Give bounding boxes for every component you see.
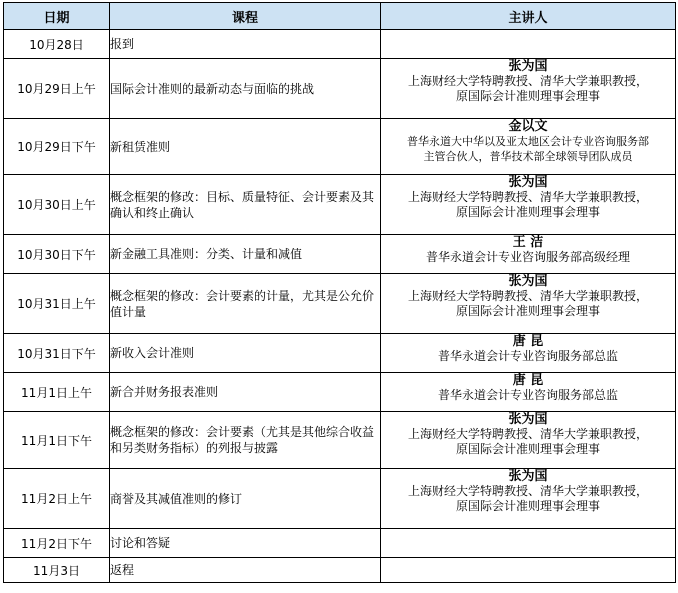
table-row: [4, 334, 676, 373]
date-cell: 10月31日上午: [4, 274, 110, 334]
table-row: [4, 30, 676, 59]
date-cell: 10月30日上午: [4, 175, 110, 235]
course-cell: 返程: [110, 558, 381, 583]
date-cell: 11月1日上午: [4, 373, 110, 412]
speaker-title: 主管合伙人，普华技术部全球领导团队成员: [423, 150, 633, 163]
course-cell: 新金融工具准则：分类、计量和减值: [110, 235, 381, 274]
header-speaker: 主讲人: [381, 3, 676, 30]
speaker-title: 普华永道大中华以及亚太地区会计专业咨询服务部: [407, 135, 649, 148]
course-cell: 商誉及其减值准则的修订: [110, 469, 381, 529]
speaker-title: 原国际会计准则理事会理事: [455, 442, 600, 456]
speaker-title: 普华永道会计专业咨询服务部总监: [437, 388, 618, 402]
speaker-title: 普华永道会计专业咨询服务部总监: [437, 349, 618, 363]
course-cell: 概念框架的修改：会计要素（尤其是其他综合收益和另类财务指标）的列报与披露: [110, 412, 381, 469]
speaker-cell: [381, 30, 676, 59]
speaker-cell: [381, 469, 676, 529]
speaker-name: 王 洁: [512, 235, 544, 250]
schedule-table: [3, 2, 676, 583]
speaker-name: 张为国: [508, 175, 548, 190]
date-cell: 11月1日下午: [4, 412, 110, 469]
speaker-name: 张为国: [508, 59, 548, 74]
speaker-cell: [381, 59, 676, 119]
speaker-name: 唐 昆: [512, 334, 544, 349]
table-row: [4, 235, 676, 274]
header-row: [4, 3, 676, 30]
speaker-cell: [381, 274, 676, 334]
date-cell: 10月28日: [4, 30, 110, 59]
speaker-title: 普华永道会计专业咨询服务部高级经理: [425, 250, 630, 264]
date-cell: 11月2日上午: [4, 469, 110, 529]
table-row: [4, 119, 676, 175]
date-cell: 11月3日: [4, 558, 110, 583]
speaker-title: 上海财经大学特聘教授、清华大学兼职教授，: [407, 74, 648, 88]
speaker-cell: [381, 119, 676, 175]
course-cell: 新合并财务报表准则: [110, 373, 381, 412]
speaker-title: 原国际会计准则理事会理事: [455, 89, 600, 103]
header-date: 日期: [4, 3, 110, 30]
speaker-title: 上海财经大学特聘教授、清华大学兼职教授，: [407, 427, 648, 441]
table-row: [4, 175, 676, 235]
speaker-title: 上海财经大学特聘教授、清华大学兼职教授，: [407, 289, 648, 303]
schedule-table-wrapper: [3, 2, 676, 583]
course-cell: 新收入会计准则: [110, 334, 381, 373]
speaker-name: 张为国: [508, 412, 548, 427]
speaker-cell: [381, 412, 676, 469]
date-cell: 10月31日下午: [4, 334, 110, 373]
course-cell: 概念框架的修改：目标、质量特征、会计要素及其确认和终止确认: [110, 175, 381, 235]
speaker-cell: [381, 373, 676, 412]
course-cell: 国际会计准则的最新动态与面临的挑战: [110, 59, 381, 119]
speaker-name: 张为国: [508, 469, 548, 484]
speaker-title: 原国际会计准则理事会理事: [455, 304, 600, 318]
date-cell: 10月29日下午: [4, 119, 110, 175]
table-row: [4, 558, 676, 583]
header-course: 课程: [110, 3, 381, 30]
table-row: [4, 373, 676, 412]
speaker-title: 上海财经大学特聘教授、清华大学兼职教授，: [407, 190, 648, 204]
speaker-cell: [381, 175, 676, 235]
speaker-cell: [381, 529, 676, 558]
table-row: [4, 412, 676, 469]
course-cell: 概念框架的修改：会计要素的计量，尤其是公允价值计量: [110, 274, 381, 334]
speaker-title: 原国际会计准则理事会理事: [455, 499, 600, 513]
speaker-cell: [381, 558, 676, 583]
speaker-title: 原国际会计准则理事会理事: [455, 205, 600, 219]
table-row: [4, 529, 676, 558]
speaker-name: 唐 昆: [512, 373, 544, 388]
table-row: [4, 469, 676, 529]
date-cell: 11月2日下午: [4, 529, 110, 558]
speaker-name: 张为国: [508, 274, 548, 289]
date-cell: 10月30日下午: [4, 235, 110, 274]
table-row: [4, 59, 676, 119]
course-cell: 报到: [110, 30, 381, 59]
date-cell: 10月29日上午: [4, 59, 110, 119]
table-row: [4, 274, 676, 334]
speaker-name: 金以文: [508, 119, 548, 134]
speaker-cell: [381, 235, 676, 274]
speaker-cell: [381, 334, 676, 373]
course-cell: 讨论和答疑: [110, 529, 381, 558]
speaker-title: 上海财经大学特聘教授、清华大学兼职教授，: [407, 484, 648, 498]
course-cell: 新租赁准则: [110, 119, 381, 175]
